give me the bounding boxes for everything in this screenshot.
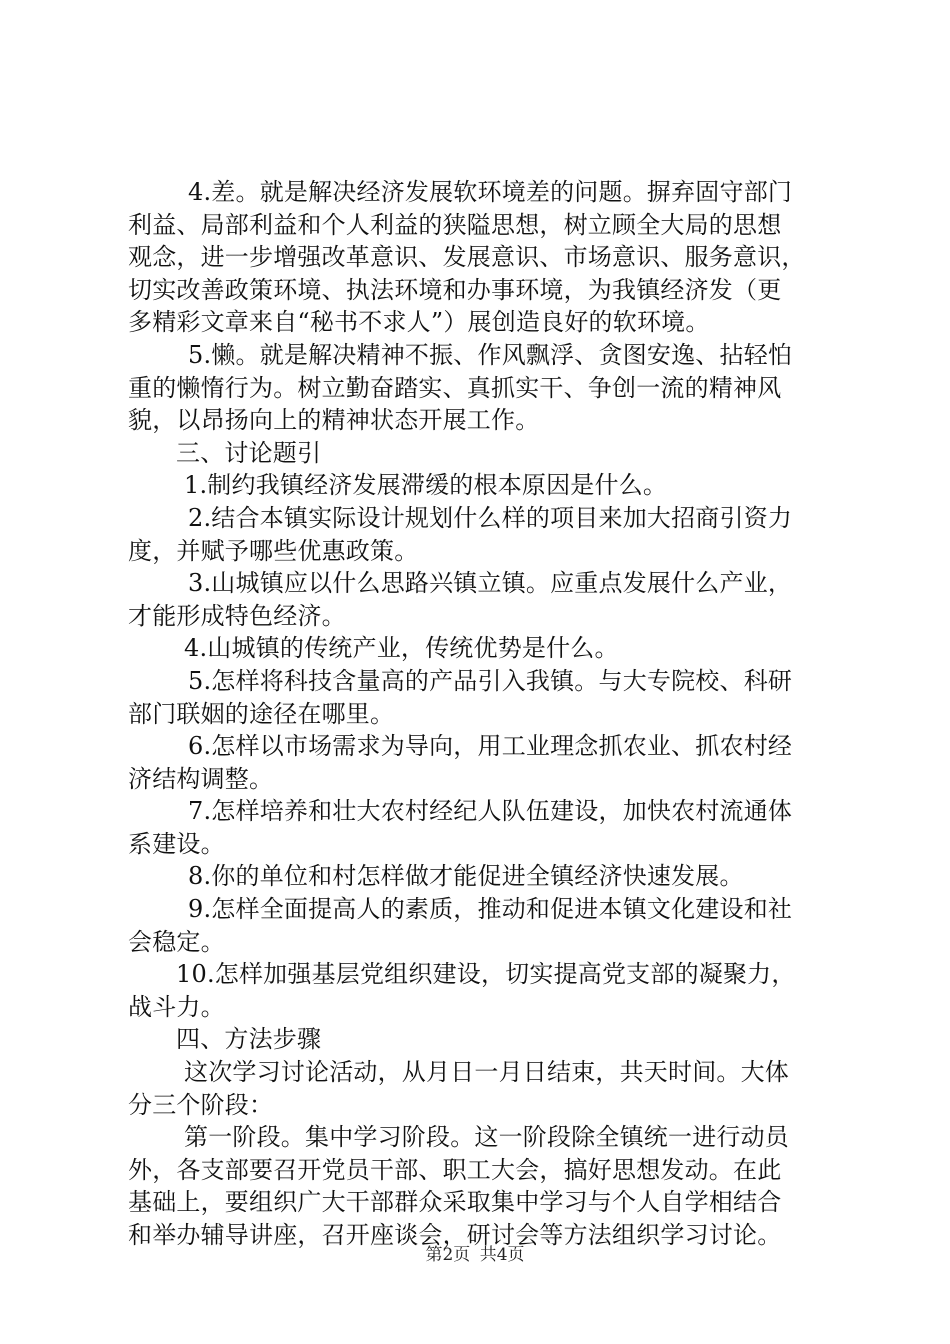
- text-line: 4.差。就是解决经济发展软环境差的问题。摒弃固守部门: [188, 178, 793, 206]
- text-line: 多精彩文章来自“秘书不求人”）展创造良好的软环境。: [128, 308, 710, 337]
- page-number: 第2页: [425, 1245, 471, 1265]
- text-line: 济结构调整。: [128, 764, 274, 793]
- text-line: 切实改善政策环境、执法环境和办事环境，为我镇经济发（更: [128, 275, 782, 304]
- text-line: 利益、局部利益和个人利益的狭隘思想，树立顾全大局的思想: [128, 210, 782, 239]
- text-line: 和举办辅导讲座，召开座谈会，研讨会等方法组织学习讨论。: [128, 1221, 782, 1249]
- text-line: 分三个阶段：: [128, 1090, 274, 1119]
- text-line: 战斗力。: [128, 992, 225, 1021]
- document-body: [128, 176, 830, 1252]
- text-line: 第一阶段。集中学习阶段。这一阶段除全镇统一进行动员: [184, 1123, 789, 1152]
- text-line: 9.怎样全面提高人的素质，推动和促进本镇文化建设和社: [188, 895, 793, 924]
- text-line: 1.制约我镇经济发展滞缓的根本原因是什么。: [184, 471, 668, 500]
- text-line: 6.怎样以市场需求为导向，用工业理念抓农业、抓农村经: [188, 732, 793, 761]
- text-line: 外，各支部要召开党员干部、职工大会，搞好思想发动。在此: [128, 1155, 782, 1184]
- page-total: 共4页: [479, 1245, 525, 1265]
- text-line: 5.怎样将科技含量高的产品引入我镇。与大专院校、科研: [188, 666, 793, 695]
- text-line: 2.结合本镇实际设计规划什么样的项目来加大招商引资力: [188, 503, 793, 532]
- text-line: 系建设。: [128, 829, 225, 858]
- text-line: 貌，以昂扬向上的精神状态开展工作。: [128, 406, 540, 435]
- text-line: 四、方法步骤: [176, 1025, 322, 1054]
- text-line: 3.山城镇应以什么思路兴镇立镇。应重点发展什么产业，: [188, 569, 793, 598]
- text-line: 8.你的单位和村怎样做才能促进全镇经济快速发展。: [188, 862, 744, 891]
- text-line: 重的懒惰行为。树立勤奋踏实、真抓实干、争创一流的精神风: [128, 373, 782, 402]
- text-line: 部门联姻的途径在哪里。: [128, 699, 395, 728]
- text-line: 这次学习讨论活动，从月日一月日结束，共天时间。大体: [184, 1058, 789, 1087]
- text-line: 4.山城镇的传统产业，传统优势是什么。: [184, 634, 619, 663]
- text-line: 度，并赋予哪些优惠政策。: [128, 536, 419, 565]
- page-footer: [0, 1240, 950, 1265]
- text-line: 5.懒。就是解决精神不振、作风飘浮、贪图安逸、拈轻怕: [188, 340, 793, 369]
- text-line: 会稳定。: [128, 927, 225, 956]
- text-line: 才能形成特色经济。: [128, 601, 346, 630]
- text-line: 观念，进一步增强改革意识、发展意识、市场意识、服务意识，: [128, 243, 806, 272]
- text-line: 10.怎样加强基层党组织建设，切实提高党支部的凝聚力，: [176, 960, 796, 989]
- text-line: 基础上，要组织广大干部群众采取集中学习与个人自学相结合: [128, 1188, 782, 1217]
- text-line: 7.怎样培养和壮大农村经纪人队伍建设，加快农村流通体: [188, 797, 793, 826]
- text-line: 三、讨论题引: [176, 438, 322, 467]
